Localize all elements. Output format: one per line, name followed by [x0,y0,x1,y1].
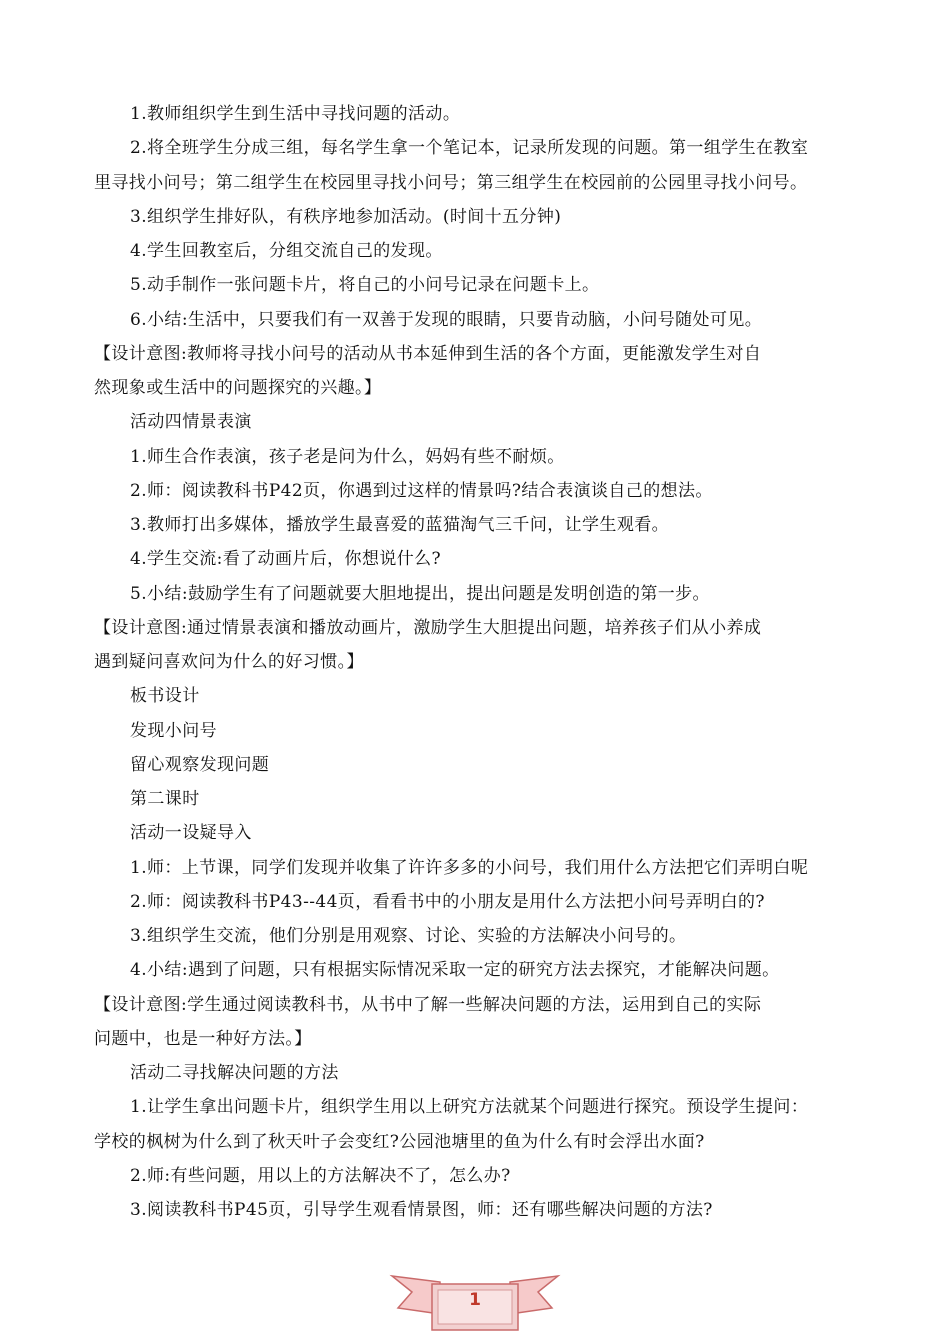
text-line: 板书设计 [130,686,200,707]
text-line: 2.将全班学生分成三组，每名学生拿一个笔记本，记录所发现的问题。第一组学生在教室 [130,138,809,159]
text-line: 4.小结:遇到了问题，只有根据实际情况采取一定的研究方法去探究，才能解决问题。 [130,960,780,981]
text-line: 活动二寻找解决问题的方法 [130,1063,339,1083]
text-line: 2.师：阅读教科书P43--44页，看看书中的小朋友是用什么方法把小问号弄明白的? [130,891,765,912]
text-line: 活动一设疑导入 [130,823,252,844]
text-line: 【设计意图:教师将寻找小问号的活动从书本延伸到生活的各个方面，更能激发学生对自 [94,343,762,364]
page-number: 1 [469,1290,481,1310]
text-line: 2.师：阅读教科书P42页，你遇到过这样的情景吗?结合表演谈自己的想法。 [130,480,713,501]
text-line: 【设计意图:通过情景表演和播放动画片，激励学生大胆提出问题，培养孩子们从小养成 [94,617,762,638]
text-line: 遇到疑问喜欢问为什么的好习惯。】 [94,652,364,672]
text-line: 3.阅读教科书P45页，引导学生观看情景图，师：还有哪些解决问题的方法? [130,1200,713,1220]
text-line: 1.师生合作表演，孩子老是问为什么，妈妈有些不耐烦。 [130,446,565,467]
text-line: 问题中，也是一种好方法。】 [94,1028,312,1049]
text-line: 3.组织学生排好队，有秩序地参加活动。(时间十五分钟) [130,206,562,227]
text-line: 1.教师组织学生到生活中寻找问题的活动。 [130,104,461,124]
text-line: 学校的枫树为什么到了秋天叶子会变红?公园池塘里的鱼为什么有时会浮出水面? [94,1131,705,1152]
text-line: 1.让学生拿出问题卡片，组织学生用以上研究方法就某个问题进行探究。预设学生提问： [130,1097,809,1118]
text-line: 4.学生回教室后，分组交流自己的发现。 [130,241,443,261]
text-line: 活动四情景表演 [130,412,252,433]
text-line: 1.师：上节课，同学们发现并收集了许许多多的小问号，我们用什么方法把它们弄明白呢 [130,857,809,878]
text-line: 里寻找小问号；第二组学生在校园里寻找小问号；第三组学生在校园前的公园里寻找小问号。 [94,172,808,193]
text-line: 5.小结:鼓励学生有了问题就要大胆地提出，提出问题是发明创造的第一步。 [130,583,710,604]
text-line: 【设计意图:学生通过阅读教科书，从书中了解一些解决问题的方法，运用到自己的实际 [94,994,762,1015]
text-line: 发现小问号 [130,720,217,741]
text-line: 第二课时 [130,789,200,809]
text-line: 3.组织学生交流，他们分别是用观察、讨论、实验的方法解决小问号的。 [130,926,687,946]
text-line: 2.师:有些问题，用以上的方法解决不了，怎么办? [130,1165,511,1186]
text-line: 5.动手制作一张问题卡片，将自己的小问号记录在问题卡上。 [130,275,600,296]
text-line: 6.小结:生活中，只要我们有一双善于发现的眼睛，只要肯动脑，小问号随处可见。 [130,309,763,330]
text-line: 留心观察发现问题 [130,754,270,775]
text-line: 3.教师打出多媒体，播放学生最喜爱的蓝猫淘气三千问，让学生观看。 [130,515,670,535]
text-line: 然现象或生活中的问题探究的兴趣。】 [94,378,382,398]
text-line: 4.学生交流:看了动画片后，你想说什么? [130,549,442,570]
